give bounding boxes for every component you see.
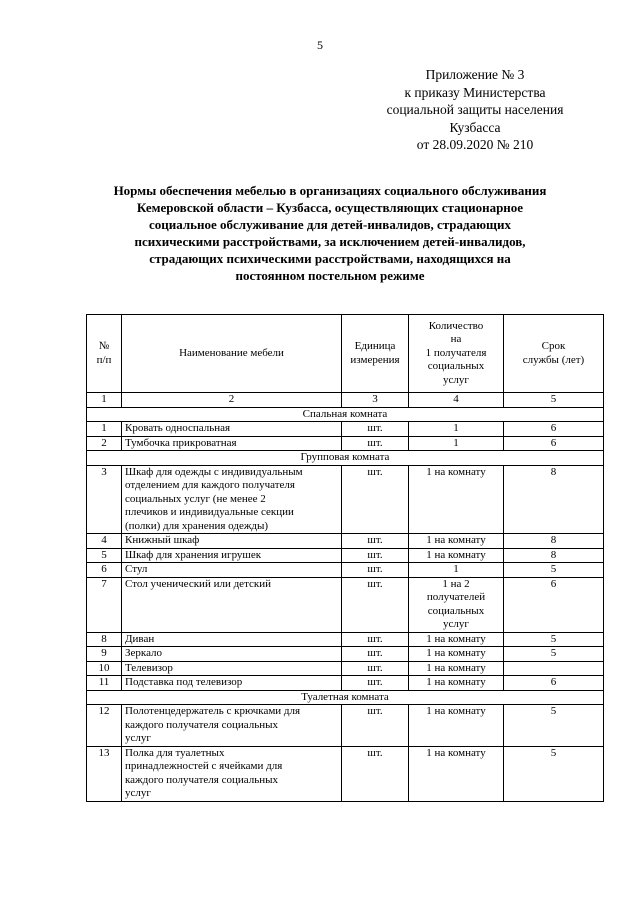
cell-name-line: Диван <box>125 632 155 645</box>
column-number: 4 <box>409 393 504 408</box>
cell-term <box>504 661 604 676</box>
section-title: Групповая комната <box>87 451 604 466</box>
cell-qty-line: получателей <box>426 591 486 603</box>
cell-name <box>122 577 342 632</box>
appendix-line: Кузбасса <box>449 119 501 135</box>
cell-qty-line: социальных <box>427 604 485 617</box>
cell-name-line: принадлежностей с ячейками для <box>125 760 283 772</box>
cell-name-line: Телевизор <box>125 661 173 674</box>
cell-qty <box>409 548 504 563</box>
cell-num: 5 <box>87 548 122 563</box>
cell-unit: шт. <box>342 661 409 676</box>
cell-unit: шт. <box>342 746 409 801</box>
cell-term: 5 <box>504 563 604 578</box>
cell-term: 5 <box>504 705 604 747</box>
cell-term: 8 <box>504 534 604 549</box>
cell-name <box>122 661 342 676</box>
column-number: 3 <box>342 393 409 408</box>
table-row <box>87 647 604 662</box>
title-line: психическими расстройствами, за исключением детей-инвалидов, <box>134 234 526 249</box>
cell-name-line: каждого получателя социальных <box>125 773 279 786</box>
cell-unit: шт. <box>342 563 409 578</box>
section-row <box>87 690 604 705</box>
cell-name-line: (полки) для хранения одежды) <box>125 519 269 532</box>
header-num: № п/п <box>87 315 122 393</box>
cell-num: 7 <box>87 577 122 632</box>
column-number: 2 <box>122 393 342 408</box>
appendix-line: Приложение № 3 <box>425 67 525 82</box>
cell-term: 8 <box>504 465 604 534</box>
appendix-line: от 28.09.2020 № 210 <box>416 137 534 152</box>
cell-num: 8 <box>87 632 122 647</box>
header-qty: Количество на 1 получателя социальных услуг <box>409 315 504 393</box>
cell-qty <box>409 563 504 578</box>
table-row <box>87 661 604 676</box>
column-number-row <box>87 393 604 408</box>
cell-term: 5 <box>504 632 604 647</box>
cell-qty-line: 1 <box>453 422 459 434</box>
cell-term: 5 <box>504 647 604 662</box>
cell-unit: шт. <box>342 705 409 747</box>
cell-num: 4 <box>87 534 122 549</box>
cell-unit: шт. <box>342 436 409 451</box>
cell-name <box>122 465 342 534</box>
header-name: Наименование мебели <box>122 315 342 393</box>
cell-name-line: социальных услуг (не менее 2 <box>125 492 266 505</box>
appendix-line: социальной защиты населения <box>386 102 564 117</box>
cell-qty-line: 1 на комнату <box>426 746 486 759</box>
cell-term: 6 <box>504 676 604 691</box>
cell-name-line: отделением для каждого получателя <box>125 479 295 491</box>
cell-name-line: услуг <box>125 787 151 799</box>
cell-term: 8 <box>504 548 604 563</box>
cell-num: 9 <box>87 647 122 662</box>
cell-name-line: Стол ученический или детский <box>125 577 272 590</box>
cell-unit: шт. <box>342 465 409 534</box>
cell-qty <box>409 676 504 691</box>
cell-qty-line: 1 <box>453 436 459 449</box>
cell-term: 6 <box>504 422 604 437</box>
table-row <box>87 577 604 632</box>
cell-qty <box>409 746 504 801</box>
cell-name-line: Тумбочка прикроватная <box>125 436 237 449</box>
table-row <box>87 548 604 563</box>
cell-unit: шт. <box>342 548 409 563</box>
cell-name-line: услуг <box>125 732 151 744</box>
cell-num: 2 <box>87 436 122 451</box>
header-term: Срок службы (лет) <box>504 315 604 393</box>
cell-name-line: плечиков и индивидуальные секции <box>125 506 294 518</box>
section-title: Спальная комната <box>87 407 604 422</box>
section-row <box>87 407 604 422</box>
cell-term: 6 <box>504 577 604 632</box>
table-row <box>87 422 604 437</box>
cell-name-line: Подставка под телевизор <box>125 676 243 688</box>
cell-name <box>122 548 342 563</box>
cell-name-line: Зеркало <box>125 647 163 659</box>
cell-name <box>122 632 342 647</box>
table-row <box>87 534 604 549</box>
title-line: социальное обслуживание для детей-инвалидов, страдающих <box>148 217 512 232</box>
cell-qty <box>409 577 504 632</box>
cell-name <box>122 647 342 662</box>
cell-qty-line: 1 на комнату <box>426 661 486 674</box>
cell-name-line: Стул <box>125 563 148 575</box>
cell-name <box>122 534 342 549</box>
cell-num: 3 <box>87 465 122 534</box>
cell-num: 10 <box>87 661 122 676</box>
cell-qty <box>409 436 504 451</box>
cell-unit: шт. <box>342 676 409 691</box>
title-line: Нормы обеспечения мебелью в организациях социального обслуживания <box>113 183 547 198</box>
column-number: 1 <box>87 393 122 408</box>
table-row <box>87 746 604 801</box>
cell-unit: шт. <box>342 647 409 662</box>
cell-num: 12 <box>87 705 122 747</box>
cell-name <box>122 705 342 747</box>
table-header-row <box>87 315 604 393</box>
cell-qty <box>409 465 504 534</box>
cell-name-line: Шкаф для одежды с индивидуальным <box>125 465 303 478</box>
cell-qty-line: 1 на 2 <box>442 577 470 590</box>
section-row <box>87 451 604 466</box>
table-row <box>87 705 604 747</box>
cell-qty <box>409 661 504 676</box>
document-title <box>60 182 600 284</box>
cell-qty <box>409 534 504 549</box>
page-number: 5 <box>317 38 323 52</box>
cell-name-line: Шкаф для хранения игрушек <box>125 548 262 561</box>
cell-name <box>122 563 342 578</box>
cell-unit: шт. <box>342 534 409 549</box>
cell-num: 6 <box>87 563 122 578</box>
title-line: постоянном постельном режиме <box>235 268 425 283</box>
table-row <box>87 436 604 451</box>
cell-qty-line: 1 на комнату <box>426 676 486 688</box>
title-line: Кемеровской области – Кузбасса, осуществляющих стационарное <box>136 200 524 215</box>
table-row <box>87 465 604 534</box>
appendix-line: к приказу Министерства <box>404 84 546 100</box>
cell-qty-line: 1 на комнату <box>426 465 486 478</box>
cell-name <box>122 436 342 451</box>
cell-qty-line: 1 на комнату <box>426 534 486 546</box>
appendix-block <box>350 66 600 154</box>
column-number: 5 <box>504 393 604 408</box>
cell-qty-line: 1 на комнату <box>426 548 486 561</box>
cell-num: 11 <box>87 676 122 691</box>
cell-name-line: Полка для туалетных <box>125 746 225 759</box>
cell-qty-line: 1 на комнату <box>426 632 486 645</box>
header-unit: Единица измерения <box>342 315 409 393</box>
cell-num: 1 <box>87 422 122 437</box>
table-row <box>87 676 604 691</box>
section-title: Туалетная комната <box>87 690 604 705</box>
cell-unit: шт. <box>342 632 409 647</box>
cell-name <box>122 746 342 801</box>
cell-qty <box>409 422 504 437</box>
title-line: страдающих психическими расстройствами, находящихся на <box>149 251 511 266</box>
table-row <box>87 632 604 647</box>
cell-term: 5 <box>504 746 604 801</box>
cell-qty <box>409 632 504 647</box>
cell-name-line: Книжный шкаф <box>125 534 200 546</box>
cell-name-line: Кровать односпальная <box>125 422 231 434</box>
cell-name <box>122 422 342 437</box>
cell-name <box>122 676 342 691</box>
cell-qty-line: 1 на комнату <box>426 705 486 717</box>
cell-unit: шт. <box>342 577 409 632</box>
cell-qty-line: 1 на комнату <box>426 647 486 659</box>
cell-qty <box>409 705 504 747</box>
cell-unit: шт. <box>342 422 409 437</box>
cell-name-line: Полотенцедержатель с крючками для <box>125 705 301 717</box>
table-row <box>87 563 604 578</box>
cell-qty-line: 1 <box>453 563 459 575</box>
furniture-norms-table <box>86 314 604 802</box>
cell-qty <box>409 647 504 662</box>
cell-qty-line: услуг <box>443 618 469 630</box>
cell-name-line: каждого получателя социальных <box>125 718 279 731</box>
cell-term: 6 <box>504 436 604 451</box>
cell-num: 13 <box>87 746 122 801</box>
